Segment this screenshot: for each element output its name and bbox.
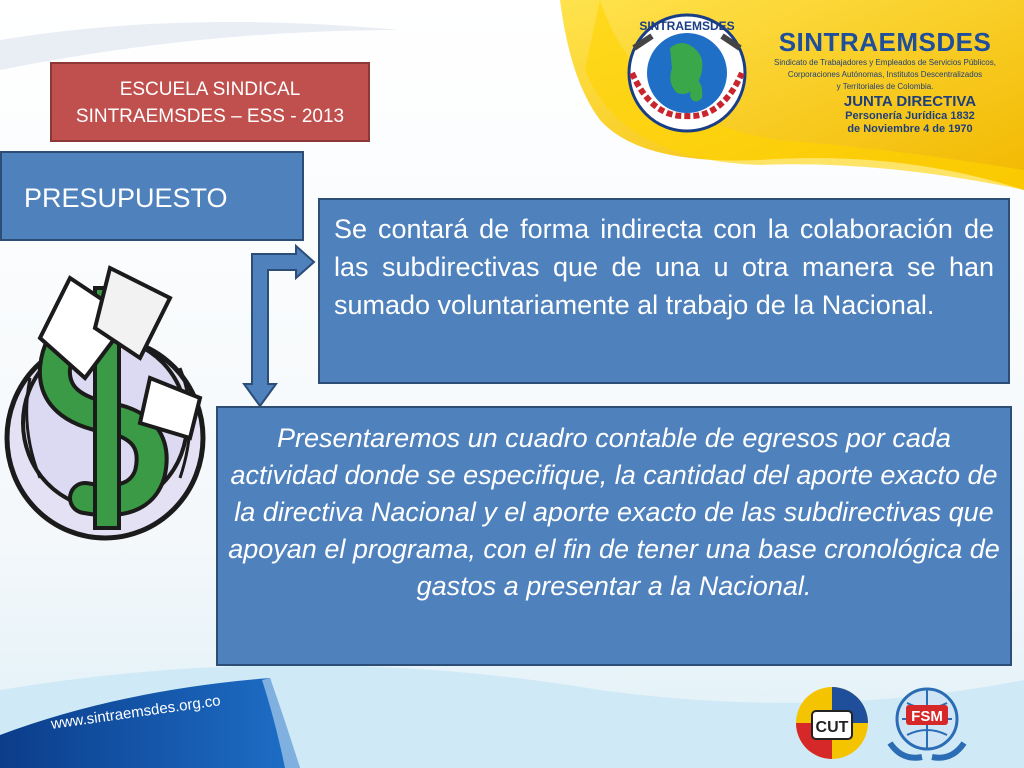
arrow-connector-icon [238, 244, 320, 414]
org-desc-line1: Sindicato de Trabajadores y Empleados de Servicios Públicos, [774, 58, 996, 67]
title-box [50, 62, 370, 142]
section-heading: PRESUPUESTO [0, 151, 304, 241]
cut-logo [790, 683, 875, 763]
personeria-fecha: de Noviembre 4 de 1970 [847, 123, 973, 135]
paragraph-box-2: Presentaremos un cuadro contable de egresos por cada actividad donde se especifique, la cantidad del aporte exacto de la directiva Nacional y el aporte exacto de las subdirectivas que apoyan el programa, con el fin de tener una base cronológica de gastos a presentar a la Nacional. [216, 406, 1012, 666]
junta-directiva: JUNTA DIRECTIVA [843, 93, 977, 110]
personeria-juridica: Personería Jurídica 1832 [845, 110, 975, 122]
fsm-logo-text: FSM [911, 708, 943, 725]
footer-url[interactable]: www.sintraemsdes.org.co [50, 692, 222, 733]
seal-text: SINTRAEMSDES [639, 19, 735, 33]
fsm-logo [882, 683, 972, 763]
dollar-coin-icon [0, 258, 220, 548]
org-desc-line3: y Territoriales de Colombia. [836, 82, 934, 91]
sintraemsdes-seal-logo [612, 8, 762, 138]
org-desc-line2: Corporaciones Autónomas, Institutos Descentralizados [787, 70, 983, 79]
org-header [770, 28, 1000, 92]
title-line1: ESCUELA SINDICAL [119, 79, 301, 100]
title-line2: SINTRAEMSDES – ESS - 2013 [75, 106, 345, 127]
org-board-info [820, 93, 1000, 136]
paragraph-box-1: Se contará de forma indirecta con la colaboración de las subdirectivas que de una u otra manera se han sumado voluntariamente al trabajo de la Nacional. [318, 198, 1010, 384]
org-name: SINTRAEMSDES [778, 27, 992, 57]
cut-logo-text: CUT [815, 719, 849, 736]
